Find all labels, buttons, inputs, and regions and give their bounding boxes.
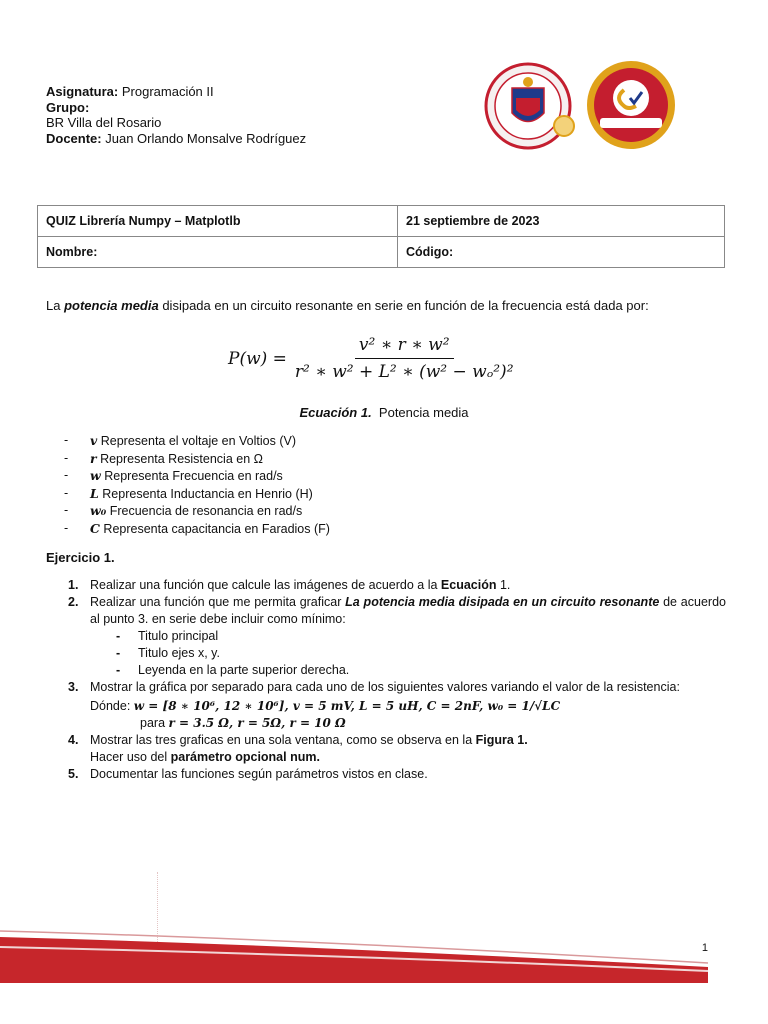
exercise-item-4-line2: Hacer uso del parámetro opcional num.	[90, 750, 320, 764]
list-item: - C Representa capacitancia en Faradios (F)	[90, 520, 330, 538]
list-item: - v Representa el voltaje en Voltios (V)	[90, 432, 330, 450]
equation-caption-text: Potencia media	[378, 405, 469, 420]
exercise-item-1: 1. Realizar una función que calcule las imágenes de acuerdo a la Ecuación 1.	[68, 578, 511, 592]
intro-emphasis: potencia media	[64, 298, 159, 313]
equation-fraction	[295, 335, 514, 382]
codigo-field: Código:	[398, 237, 725, 268]
nombre-field: Nombre:	[38, 237, 398, 268]
docente-value: Juan Orlando Monsalve Rodríguez	[105, 130, 307, 146]
footer-decoration	[0, 925, 768, 985]
exercise-item-5: 5. Documentar las funciones según parámetros vistos en clase.	[68, 767, 428, 781]
list-item: - r Representa Resistencia en Ω	[90, 450, 330, 468]
grupo-value: BR Villa del Rosario	[46, 115, 162, 130]
parameter-values: w = [8 ∗ 10⁶, 12 ∗ 10⁶], v = 5 mV, L = 5 uH, C = 2nF, w₀ = 1/√LC	[133, 699, 561, 713]
variables-list	[90, 432, 330, 538]
equation-caption	[0, 405, 768, 420]
equation-lhs: P(w) =	[228, 348, 287, 369]
asignatura-value: Programación II	[121, 84, 214, 99]
quiz-info-table	[37, 205, 725, 268]
equation-numerator: v² ∗ r ∗ w²	[355, 335, 454, 359]
exercise-para-line: para r = 3.5 Ω, r = 5Ω, r = 10 Ω	[140, 716, 346, 730]
exercise-title: Ejercicio 1.	[46, 550, 115, 565]
equation-caption-label: Ecuación 1.	[299, 405, 372, 420]
intro-paragraph: La potencia media disipada en un circuito resonante en serie en función de la frecuencia está dada por:	[46, 298, 649, 313]
list-item: - w₀ Frecuencia de resonancia en rad/s	[90, 502, 330, 520]
asignatura-label: Asignatura:	[46, 84, 119, 99]
quiz-title: QUIZ Librería Numpy – Matplotlb	[38, 206, 398, 237]
list-item: - L Representa Inductancia en Henrio (H)	[90, 485, 330, 503]
exercise-subitem-3: - Leyenda en la parte superior derecha.	[90, 662, 726, 679]
docente-label: Docente:	[46, 130, 102, 146]
grupo-label: Grupo:	[46, 99, 90, 115]
university-seal-logo	[482, 58, 578, 154]
resistance-values: r = 3.5 Ω, r = 5Ω, r = 10 Ω	[168, 716, 346, 730]
equation-denominator: r² ∗ w² + L² ∗ (w² − wₒ²)²	[294, 362, 514, 382]
exercise-subitem-2: - Titulo ejes x, y.	[90, 645, 726, 662]
page-number: 1	[701, 942, 708, 954]
accreditation-seal-logo	[584, 58, 678, 152]
list-item: - w Representa Frecuencia en rad/s	[90, 467, 330, 485]
course-header	[46, 84, 306, 146]
exercise-item-4: 4. Mostrar las tres graficas en una sola ventana, como se observa en la Figura 1.	[68, 733, 528, 747]
power-equation	[228, 335, 514, 382]
exercise-items	[68, 577, 726, 783]
exercise-subitem-1: - Titulo principal	[90, 628, 726, 645]
quiz-date: 21 septiembre de 2023	[398, 206, 725, 237]
exercise-item-3: 3. Mostrar la gráfica por separado para cada uno de los siguientes valores variando el valor de la resistencia:	[68, 680, 680, 694]
exercise-item-2: 2. Realizar una función que me permita graficar La potencia media disipada en un circuito resonante de acuerdo al punto 3. en serie debe incluir como mínimo:	[68, 595, 726, 626]
exercise-donde-line: Dónde: w = [8 ∗ 10⁶, 12 ∗ 10⁶], v = 5 mV, L = 5 uH, C = 2nF, w₀ = 1/√LC	[90, 699, 561, 713]
